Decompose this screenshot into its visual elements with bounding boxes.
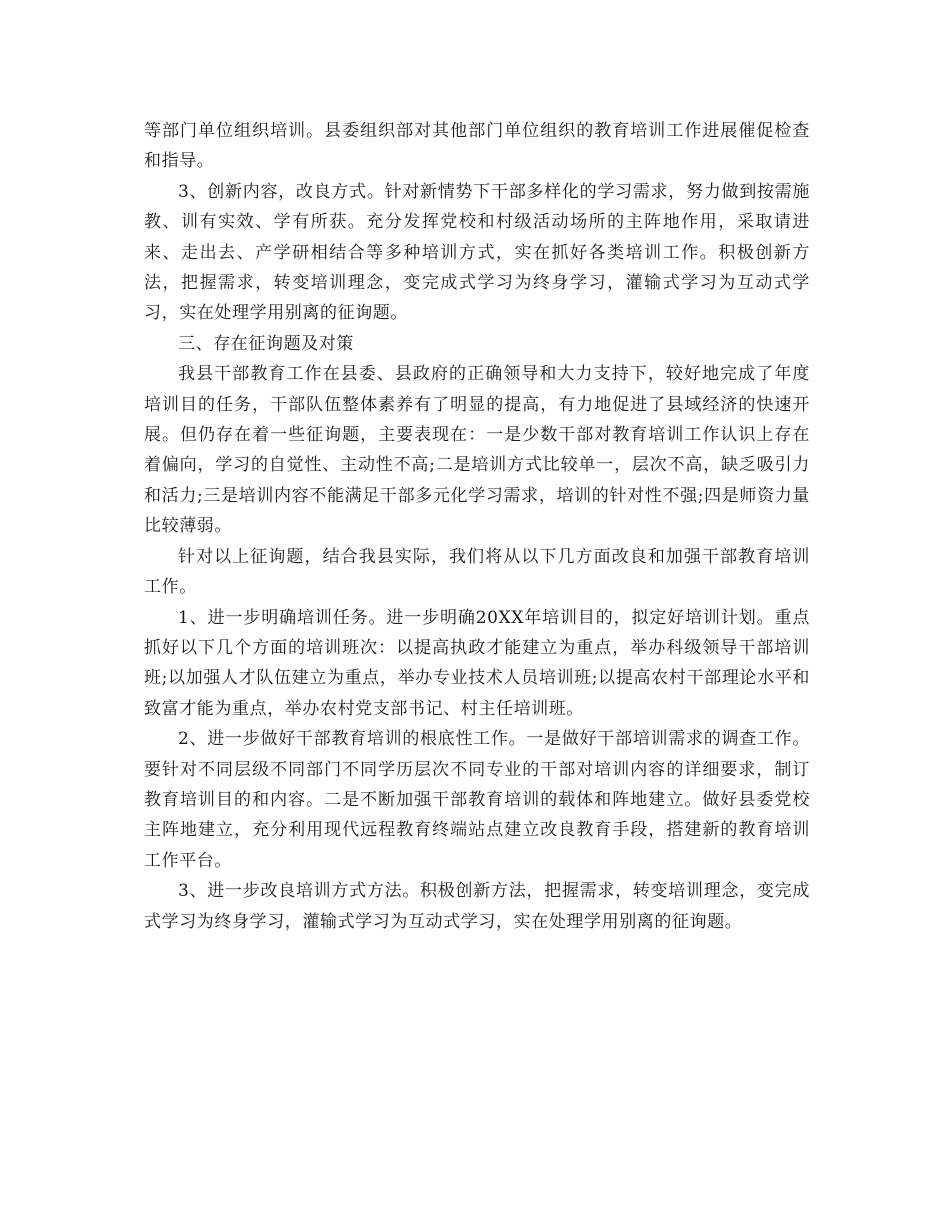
paragraph-training-tasks: 1、进一步明确培训任务。进一步明确20XX年培训目的，拟定好培训计划。重点抓好以下几个方面的培训班次：以提高执政才能建立为重点，举办科级领导干部培训班;以加强人才队伍建立为重点，举办专业技术人员培训班;以提高农村干部理论水平和致富才能为重点，举办农村党支部书记、村主任培训班。 [144, 607, 810, 719]
paragraph-countermeasures-intro: 针对以上征询题，结合我县实际，我们将从以下几方面改良和加强干部教育培训工作。 [144, 546, 810, 598]
paragraph-continuation: 等部门单位组织培训。县委组织部对其他部门单位组织的教育培训工作进展催促检查和指导。 [144, 121, 810, 172]
section-heading-problems: 三、存在征询题及对策 [178, 333, 354, 354]
paragraph-problems: 我县干部教育工作在县委、县政府的正确领导和大力支持下，较好地完成了年度培训目的任务，干部队伍整体素养有了明显的提高，有力地促进了县域经济的快速开展。但仍存在着一些征询题，主要表现在：一是少数干部对教育培训工作认识上存在着偏向，学习的自觉性、主动性不高;二是培训方式比较单一，层次不高，缺乏吸引力和活力;三是培训内容不能满足干部多元化学习需求，培训的针对性不强;四是师资力量比较薄弱。 [144, 364, 810, 537]
document-body [144, 116, 810, 937]
paragraph-training-methods: 3、进一步改良培训方式方法。积极创新方法，把握需求，转变培训理念，变完成式学习为终身学习，灌输式学习为互动式学习，实在处理学用别离的征询题。 [144, 881, 810, 932]
paragraph-foundation-work: 2、进一步做好干部教育培训的根底性工作。一是做好干部培训需求的调查工作。要针对不同层级不同部门不同学历层次不同专业的干部对培训内容的详细要求，制订教育培训目的和内容。二是不断加强干部教育培训的载体和阵地建立。做好县委党校主阵地建立，充分利用现代远程教育终端站点建立改良教育手段，搭建新的教育培训工作平台。 [144, 729, 810, 871]
paragraph-innovate-content: 3、创新内容，改良方式。针对新情势下干部多样化的学习需求，努力做到按需施教、训有实效、学有所获。充分发挥党校和村级活动场所的主阵地作用，采取请进来、走出去、产学研相结合等多种培训方式，实在抓好各类培训工作。积极创新方法，把握需求，转变培训理念，变完成式学习为终身学习，灌输式学习为互动式学习，实在处理学用别离的征询题。 [144, 181, 810, 324]
